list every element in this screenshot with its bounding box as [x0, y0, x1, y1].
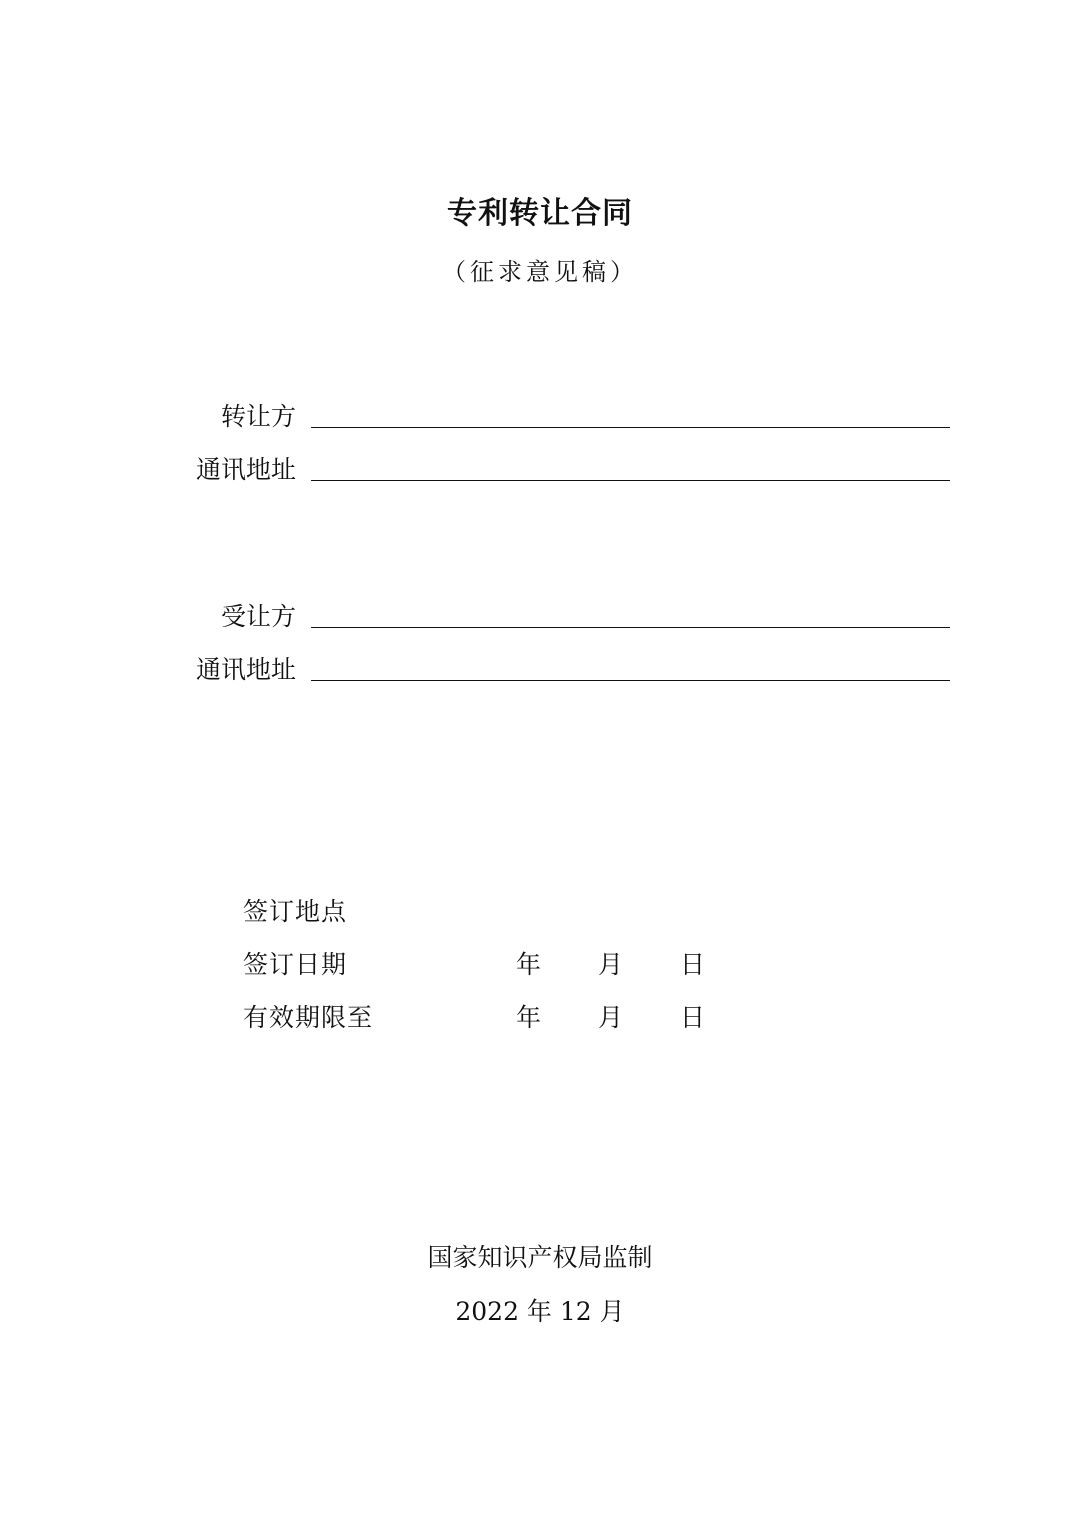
transferor-name-label: 转让方: [220, 402, 296, 431]
transferor-name-blank[interactable]: [311, 427, 950, 428]
transferor-address-blank[interactable]: [311, 480, 950, 481]
validity-date-year-unit: 年: [516, 1003, 542, 1032]
transferee-address-label: 通讯地址: [195, 655, 296, 684]
transferee-name-row: [0, 597, 1080, 637]
signing-date-label: 签订日期: [243, 950, 348, 979]
signing-place-row: [0, 892, 1080, 932]
transferor-address-row: [0, 450, 1080, 490]
issue-date: 2022 年 12 月: [455, 1297, 625, 1326]
transferor-address-label: 通讯地址: [195, 455, 296, 484]
transferor-name-row: [0, 397, 1080, 437]
document-subtitle: （征求意见稿）: [442, 258, 638, 286]
transferee-address-blank[interactable]: [311, 680, 950, 681]
signing-date-year-unit: 年: [516, 950, 542, 979]
signing-date-month-unit: 月: [598, 950, 624, 979]
issuing-organization: 国家知识产权局监制: [427, 1243, 653, 1272]
transferee-name-blank[interactable]: [311, 627, 950, 628]
transferee-name-label: 受让方: [220, 602, 296, 631]
document-title: 专利转让合同: [447, 196, 633, 231]
signing-date-row: [0, 945, 1080, 985]
validity-date-day-unit: 日: [680, 1003, 706, 1032]
validity-date-month-unit: 月: [598, 1003, 624, 1032]
signing-date-day-unit: 日: [680, 950, 706, 979]
transferee-address-row: [0, 650, 1080, 690]
signing-place-label: 签订地点: [243, 897, 348, 926]
validity-date-label: 有效期限至: [243, 1003, 374, 1032]
validity-date-row: [0, 998, 1080, 1038]
